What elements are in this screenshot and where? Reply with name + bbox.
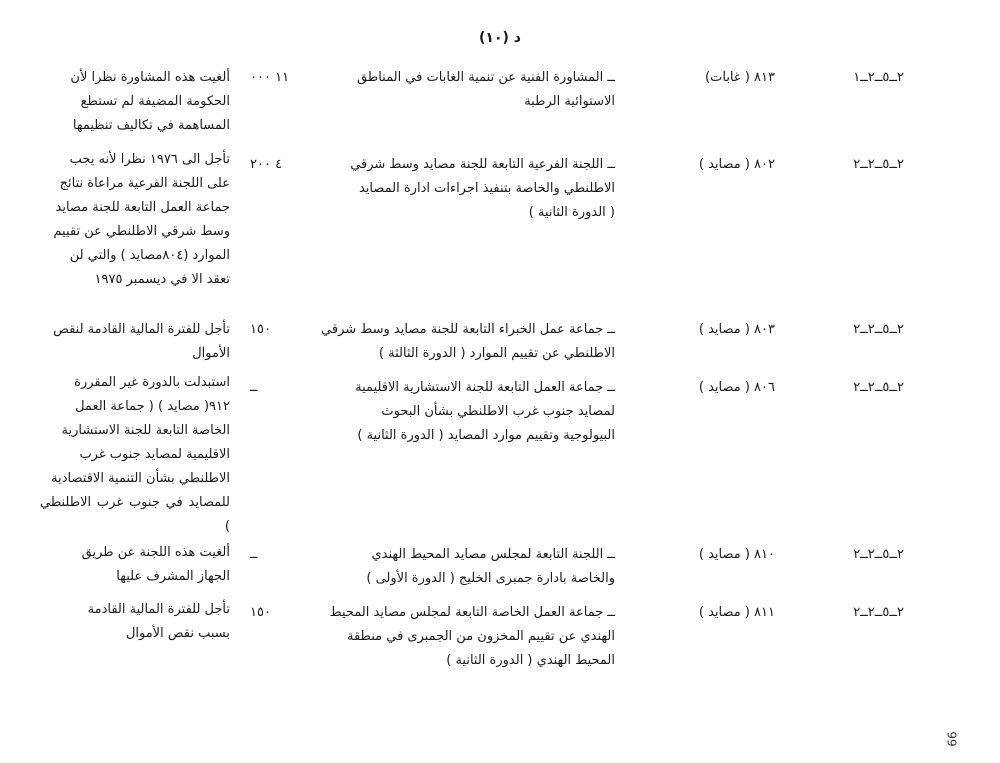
item-description: ــ اللجنة التابعة لمجلس مصايد المحيط الهندي والخاصة بادارة جمبرى الخليج ( الدورة الأولى ) — [366, 547, 615, 586]
page-number: 99 — [944, 731, 959, 747]
cost-value: ١١ ٠٠٠ — [250, 70, 290, 85]
item-description: ــ جماعة العمل التابعة للجنة الاستشارية الاقليمية لمصايد جنوب غرب الاطلنطي بشأن البحوث البيولوجية وتقييم موارد المصايد ( الدورة الثانية ) — [355, 380, 615, 443]
document-number: ٨٠٢ ( مصايد ) — [698, 157, 775, 172]
cost-value: ١٥٠ — [250, 322, 271, 337]
item-code: ٢ــ٥ــ٢ــ٢ — [853, 547, 904, 562]
item-code: ٢ــ٥ــ٢ــ٢ — [853, 322, 904, 337]
status-note: تأجل للفترة المالية القادمة بسبب نقص الأموال — [87, 602, 230, 641]
item-code: ٢ــ٥ــ٢ــ٢ — [853, 157, 904, 172]
item-code: ٢ــ٥ــ٢ــ١ — [853, 70, 904, 85]
document-number: ٨١١ ( مصايد ) — [698, 605, 775, 620]
document-number: ٨٠٦ ( مصايد ) — [698, 380, 775, 395]
item-code: ٢ــ٥ــ٢ــ٢ — [853, 605, 904, 620]
page-header: د (١٠) — [479, 30, 521, 46]
item-description: ــ جماعة العمل الخاصة التابعة لمجلس مصايد المحيط الهندي عن تقييم المخزون من الجمبرى في منطقة المحيط الهندي ( الدورة الثانية ) — [329, 605, 615, 668]
status-note: تأجل للفترة المالية القادمة لنقص الأموال — [53, 322, 230, 361]
document-number: ٨١٣ ( غابات) — [705, 70, 775, 85]
status-note: ألغيت هذه المشاورة نظرا لأن الحكومة المضيفة لم تستطع المساهمة في تكاليف تنظيمها — [70, 70, 230, 133]
item-code: ٢ــ٥ــ٢ــ٢ — [853, 380, 904, 395]
item-description: ــ اللجنة الفرعية التابعة للجنة مصايد وسط شرقي الاطلنطي والخاصة بتنفيذ اجراءات ادارة المصايد ( الدورة الثانية ) — [350, 157, 615, 220]
item-description: ــ المشاورة الفنية عن تنمية الغابات في المناطق الاستوائية الرطبة — [357, 70, 615, 109]
status-note: استبدلت بالدورة غير المقررة ٩١٢( مصايد ) ( جماعة العمل الخاصة التابعة للجنة الاستشارية الاقليمية لمصايد جنوب غرب الاطلنطي بشأن التنمية الاقتصادية للمصايد في جنوب غرب الاطلنطي ) — [40, 375, 230, 534]
item-description: ــ جماعة عمل الخبراء التابعة للجنة مصايد وسط شرقي الاطلنطي عن تقييم الموارد ( الدورة الثالثة ) — [321, 322, 615, 361]
cost-value: ــ — [250, 380, 258, 395]
cost-value: ــ — [250, 547, 258, 562]
status-note: ألغيت هذه اللجنة عن طريق الجهاز المشرف عليها — [81, 545, 230, 584]
status-note: تأجل الى ١٩٧٦ نظرا لأنه يجب على اللجنة الفرعية مراعاة نتائج جماعة العمل التابعة للجنة مصايد وسط شرقي الاطلنطي عن تقييم الموارد (٨٠٤مصايد ) والتي لن تعقد الا في ديسمبر ١٩٧٥ — [53, 152, 230, 287]
document-number: ٨٠٣ ( مصايد ) — [698, 322, 775, 337]
cost-value: ٤ ٢٠٠ — [250, 157, 283, 172]
document-number: ٨١٠ ( مصايد ) — [698, 547, 775, 562]
cost-value: ١٥٠ — [250, 605, 271, 620]
